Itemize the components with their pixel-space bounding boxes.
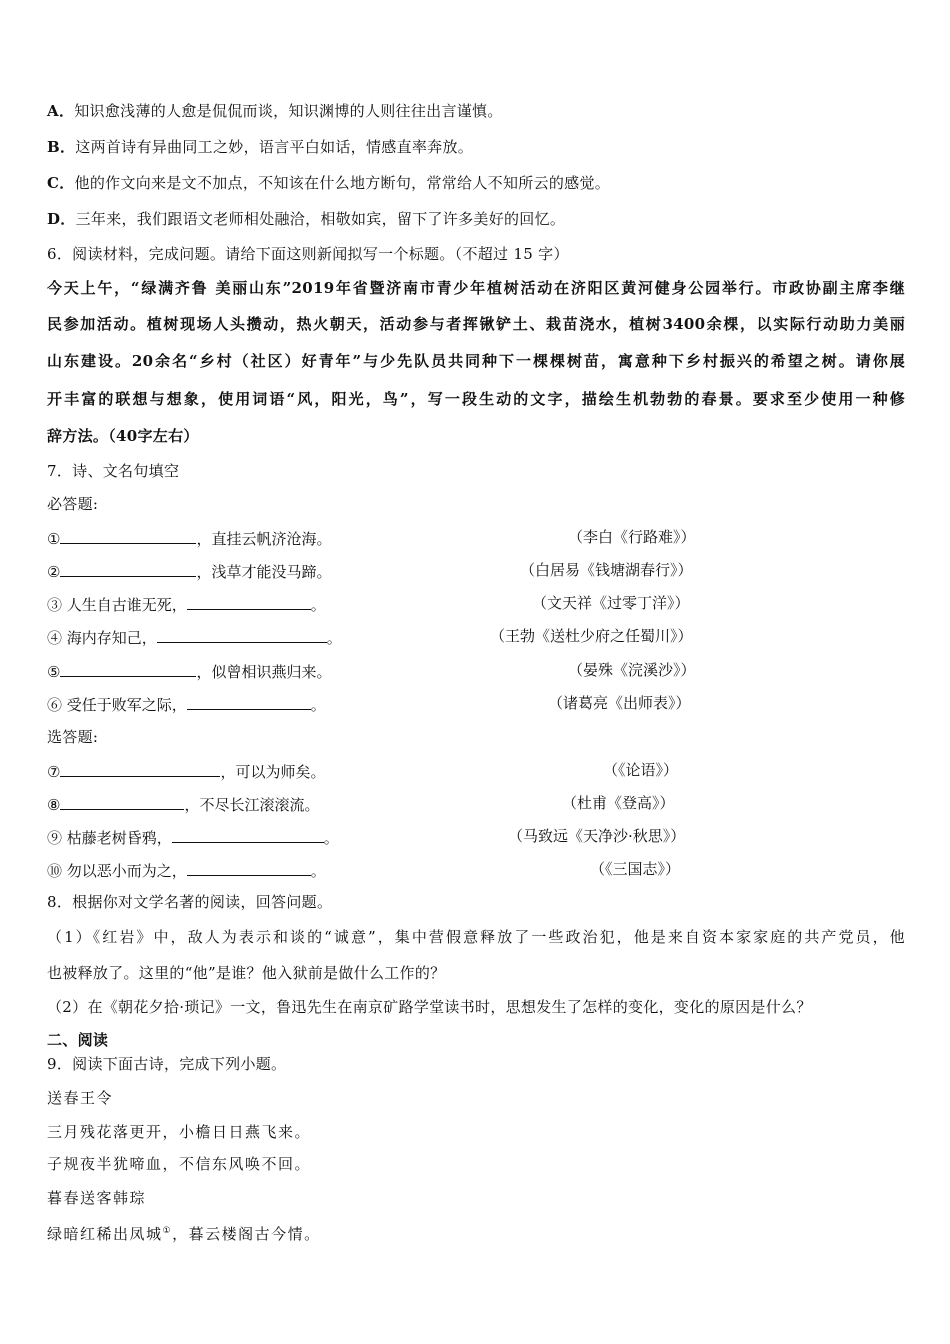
item-number: ③ <box>47 596 63 614</box>
item-text: 。 <box>310 696 326 714</box>
item-source: （白居易《钱塘湖春行》） <box>520 561 693 579</box>
fill-item-3 <box>47 593 326 615</box>
item-source: （《三国志》） <box>590 860 681 878</box>
item-text: 。 <box>310 862 326 880</box>
q8-sub2: （2）在《朝花夕拾·琐记》一文，鲁迅先生在南京矿路学堂读书时，思想发生了怎样的变化，变化的原因是什么？ <box>47 998 812 1016</box>
option-letter: B． <box>47 138 76 156</box>
item-source: （诸葛亮《出师表》） <box>548 694 691 712</box>
fill-item-7 <box>47 760 325 782</box>
option-d[interactable] <box>47 209 565 229</box>
fill-item-10 <box>47 859 326 881</box>
item-number: ② <box>47 563 61 581</box>
q9-stem: 9．阅读下面古诗，完成下列小题。 <box>47 1055 287 1073</box>
item-source: （王勃《送杜少府之任蜀川》） <box>490 627 693 645</box>
option-c[interactable] <box>47 173 610 193</box>
option-letter: A． <box>47 102 75 120</box>
item-number: ⑧ <box>47 796 61 814</box>
option-text: 知识愈浅薄的人愈是侃侃而谈，知识渊博的人则往往出言谨慎。 <box>74 102 503 120</box>
poem-text: 绿暗红稀出凤城 <box>47 1225 163 1243</box>
item-text: 。 <box>326 629 342 647</box>
item-number: ⑨ <box>47 829 63 847</box>
item-text: ，似曾相识燕归来。 <box>196 663 332 681</box>
option-text: 他的作文向来是文不加点，不知该在什么地方断句，常常给人不知所云的感觉。 <box>74 174 611 192</box>
item-source: （《论语》） <box>603 761 679 779</box>
item-number: ① <box>47 530 61 548</box>
item-source: （晏殊《浣溪沙》） <box>568 661 696 679</box>
option-letter: C． <box>47 174 75 192</box>
answer-blank[interactable] <box>60 660 196 677</box>
q6-para-line: 今天上午，“绿满齐鲁 美丽山东”2019年省暨济南市青少年植树活动在济阳区黄河健身公园举行。市政协副主席李继 <box>47 279 905 297</box>
q7-required-label: 必答题: <box>47 495 99 513</box>
q8-sub1: （1）《红岩》中，敌人为表示和谈的“诚意”，集中营假意释放了一些政治犯，他是来自资本家家庭的共产党员，他 <box>47 928 905 946</box>
item-source: （马致远《天净沙·秋思》） <box>508 827 686 845</box>
footnote-marker: ① <box>162 1226 173 1236</box>
answer-blank[interactable] <box>157 626 327 643</box>
item-text: ，不尽长江滚滚流。 <box>184 796 320 814</box>
item-text: 。 <box>323 829 339 847</box>
fill-item-8 <box>47 793 319 815</box>
answer-blank[interactable] <box>60 527 196 544</box>
option-text: 三年来，我们跟语文老师相处融洽，相敬如宾，留下了许多美好的回忆。 <box>75 210 566 228</box>
answer-blank[interactable] <box>172 826 324 843</box>
option-a[interactable] <box>47 101 503 121</box>
poem-text: ，暮云楼阁古今情。 <box>172 1225 321 1243</box>
answer-blank[interactable] <box>60 760 220 777</box>
answer-blank[interactable] <box>187 693 311 710</box>
poem2-line <box>47 1221 321 1244</box>
section-title: 二、阅读 <box>47 1031 109 1049</box>
poem1-line: 子规夜半犹啼血，不信东风唤不回。 <box>47 1155 312 1173</box>
option-b[interactable] <box>47 137 473 157</box>
q6-para-line: 山东建设。20余名“乡村（社区）好青年”与少先队员共同种下一棵棵树苗，寓意种下乡村振兴的希望之树。请你展 <box>47 352 905 370</box>
q7-stem: 7．诗、文名句填空 <box>47 462 180 480</box>
q8-stem: 8．根据你对文学名著的阅读，回答问题。 <box>47 893 333 911</box>
poem1-line: 三月残花落更开，小檐日日燕飞来。 <box>47 1123 312 1141</box>
item-number: ⑦ <box>47 763 61 781</box>
item-text: ，可以为师矣。 <box>220 763 326 781</box>
poem2-title: 暮春送客韩琮 <box>47 1189 147 1207</box>
item-number: ④ <box>47 629 63 647</box>
item-text: ，直挂云帆济沧海。 <box>196 530 332 548</box>
q6-para-line: 民参加活动。植树现场人头攒动，热火朝天，活动参与者挥锹铲土、栽苗浇水，植树3400余棵，以实际行动助力美丽 <box>47 315 905 333</box>
q8-sub1-cont: 也被释放了。这里的“他”是谁？他入狱前是做什么工作的？ <box>47 964 446 982</box>
item-text: 人生自古谁无死， <box>62 596 187 614</box>
item-text: ，浅草才能没马蹄。 <box>196 563 332 581</box>
item-text: 勿以恶小而为之， <box>62 862 187 880</box>
item-number: ⑤ <box>47 663 61 681</box>
fill-item-5 <box>47 660 331 682</box>
item-number: ⑩ <box>47 862 63 880</box>
poem1-title: 送春王令 <box>47 1089 114 1107</box>
fill-item-9 <box>47 826 339 848</box>
answer-blank[interactable] <box>187 593 311 610</box>
answer-blank[interactable] <box>60 560 196 577</box>
item-text: 受任于败军之际， <box>62 696 187 714</box>
fill-item-2 <box>47 560 331 582</box>
item-source: （文天祥《过零丁洋》） <box>532 594 690 612</box>
item-text: 枯藤老树昏鸦， <box>62 829 172 847</box>
item-text: 海内存知己， <box>62 629 157 647</box>
q6-stem: 6．阅读材料，完成问题。请给下面这则新闻拟写一个标题。（不超过 15 字） <box>47 245 569 263</box>
q6-para-line: 辞方法。（40字左右） <box>47 427 199 445</box>
option-letter: D． <box>47 210 76 228</box>
option-text: 这两首诗有异曲同工之妙，语言平白如话，情感直率奔放。 <box>75 138 474 156</box>
item-source: （李白《行路难》） <box>568 528 696 546</box>
answer-blank[interactable] <box>187 859 311 876</box>
item-source: （杜甫《登高》） <box>562 794 675 812</box>
fill-item-4 <box>47 626 342 648</box>
q7-optional-label: 选答题: <box>47 728 99 746</box>
item-number: ⑥ <box>47 696 63 714</box>
answer-blank[interactable] <box>60 793 184 810</box>
q6-para-line: 开丰富的联想与想象，使用词语“风，阳光，鸟”，写一段生动的文字，描绘生机勃勃的春景。要求至少使用一种修 <box>47 390 905 408</box>
item-text: 。 <box>310 596 326 614</box>
fill-item-6 <box>47 693 326 715</box>
fill-item-1 <box>47 527 331 549</box>
